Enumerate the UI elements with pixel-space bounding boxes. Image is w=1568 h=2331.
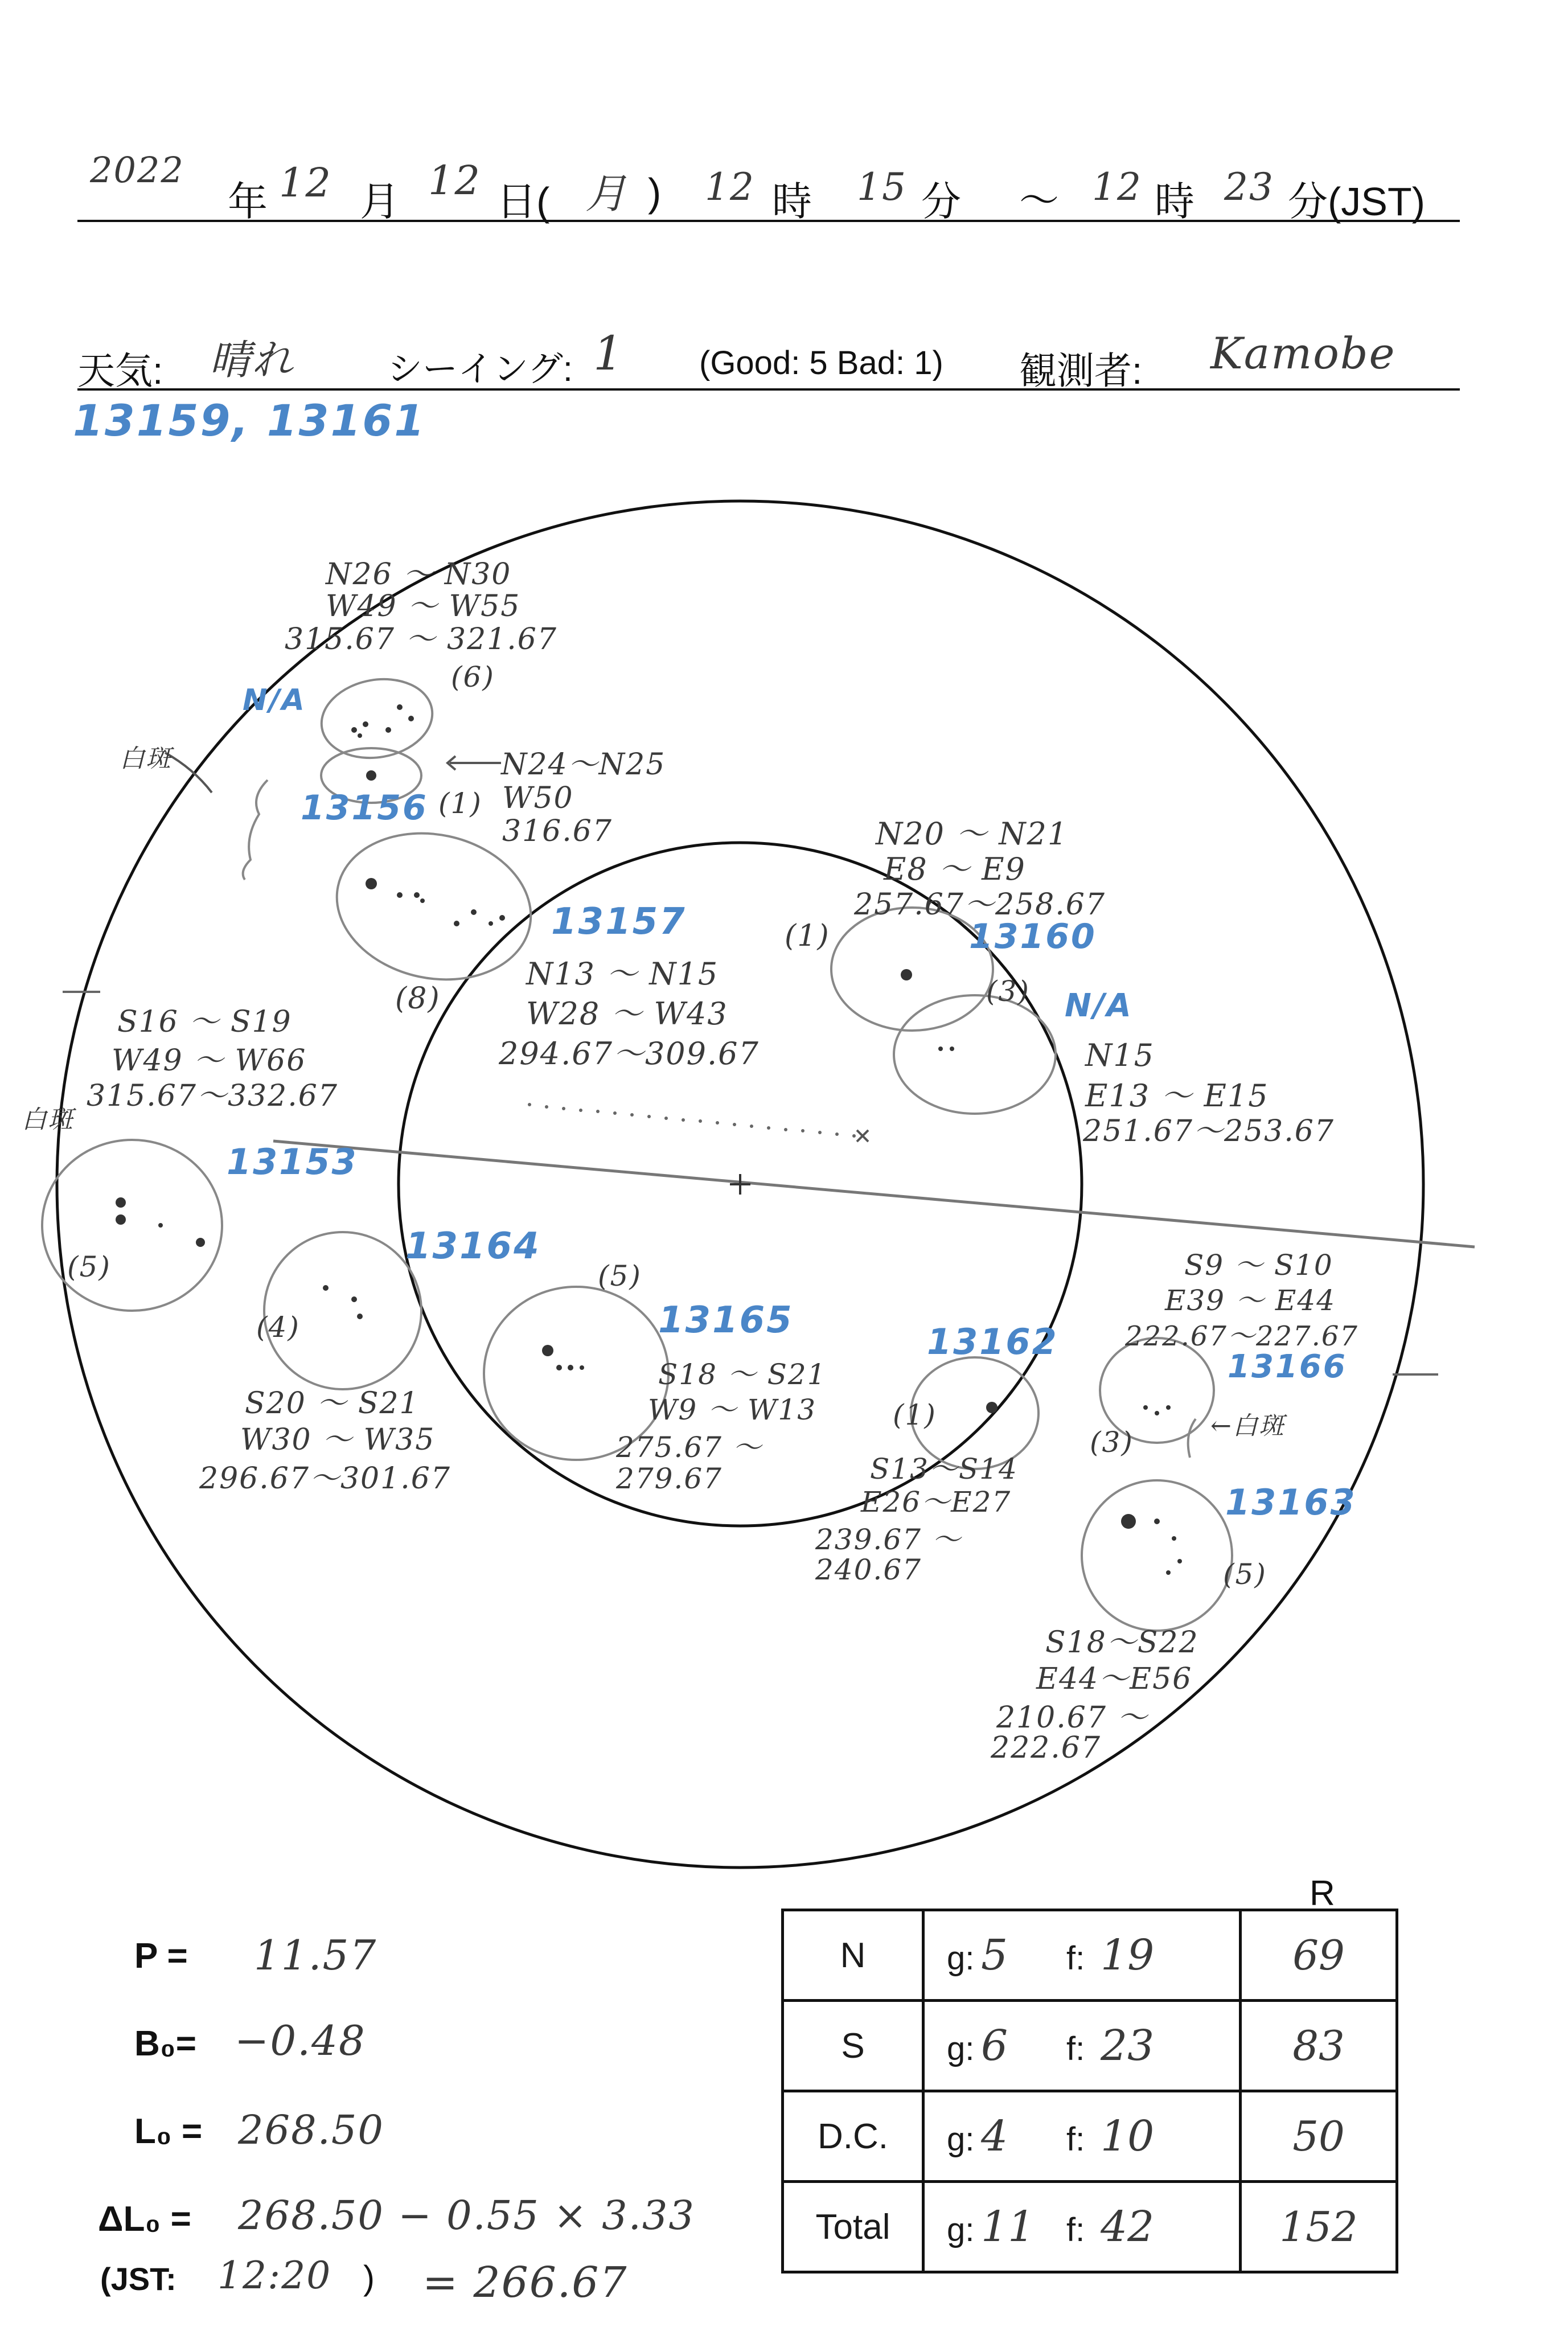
spot: [1177, 1559, 1182, 1563]
f-key: f:: [1066, 2030, 1085, 2067]
carrington-range-end: 279.67: [616, 1462, 723, 1495]
spot-count: (1): [785, 919, 830, 953]
spot: [542, 1345, 553, 1356]
row-label: D.C.: [783, 2091, 923, 2182]
group-13153-outline: [42, 1140, 222, 1311]
g-key: g:: [947, 2211, 975, 2248]
g-value: 4: [981, 2112, 1008, 2161]
region-13165: 13165: [658, 1299, 794, 1341]
f-value: 23: [1101, 2021, 1155, 2070]
lon-range: E8 〜 E9: [884, 851, 1026, 887]
row-label: Total: [783, 2182, 923, 2272]
row-label: S: [783, 2001, 923, 2091]
spot: [366, 878, 377, 889]
r-column-header: R: [1310, 1874, 1335, 1913]
lon-range: W50: [502, 781, 574, 815]
weather-label: 天気:: [77, 350, 163, 392]
region-13164: 13164: [405, 1225, 541, 1267]
g-key: g:: [947, 2121, 975, 2158]
spot: [414, 892, 420, 898]
spot: [556, 1365, 562, 1370]
weekday-close: ): [648, 170, 662, 215]
spot: [499, 915, 505, 921]
carrington-range: 296.67〜301.67: [199, 1462, 451, 1496]
carrington-range-start: 275.67 〜: [616, 1431, 762, 1464]
carrington-range-end: 240.67: [815, 1553, 922, 1586]
r-value: 69: [1292, 1931, 1345, 1979]
facula-label-nw: 白斑: [120, 744, 172, 773]
r-value-cell: [1241, 2091, 1397, 2182]
spot: [408, 716, 414, 721]
spot: [351, 1296, 357, 1302]
region-13166: 13166: [1228, 1348, 1347, 1385]
lon-range: E39 〜 E44: [1165, 1284, 1336, 1317]
spot: [420, 898, 425, 903]
carrington-range-end: 222.67: [991, 1731, 1101, 1765]
spot-count: (1): [438, 787, 482, 820]
sunspot-count-table: [781, 1909, 1398, 2273]
start-hour: 12: [705, 165, 755, 209]
start-hour-unit: 時: [772, 179, 812, 224]
spot: [938, 1047, 943, 1051]
region-13157: 13157: [551, 901, 687, 943]
r-value: 50: [1292, 2112, 1345, 2160]
weather-value: 晴れ: [210, 336, 294, 384]
facula-e-scribble: [1188, 1419, 1196, 1458]
jst-result: = 266.67: [422, 2258, 628, 2307]
month-unit: 月: [360, 179, 400, 224]
lat-range: N15: [1085, 1037, 1155, 1073]
spot: [397, 892, 403, 898]
carrington-range: 316.67: [502, 814, 613, 848]
region-na: N/A: [243, 683, 306, 717]
lon-range: W9 〜 W13: [648, 1393, 817, 1426]
row-label: N: [783, 1910, 923, 2001]
year-unit: 年: [228, 179, 268, 224]
end-hour: 12: [1092, 165, 1142, 209]
spot: [357, 1314, 363, 1319]
region-note: 13159, 13161: [73, 395, 426, 446]
time-tilde: 〜: [1019, 178, 1059, 223]
count-row-dc: [783, 2091, 1397, 2182]
day-value: 12: [428, 157, 482, 204]
spot: [580, 1365, 584, 1370]
spot: [568, 1365, 573, 1370]
r-value: 83: [1292, 2022, 1345, 2070]
carrington-range: 315.67 〜 321.67: [285, 622, 557, 656]
carrington-range: 251.67〜253.67: [1083, 1114, 1335, 1148]
region-13156: 13156: [301, 788, 428, 828]
spot: [950, 1047, 954, 1051]
spot-count: (3): [986, 975, 1030, 1008]
r-value: 152: [1279, 2203, 1358, 2251]
lon-range: E26〜E27: [861, 1485, 1012, 1519]
spot: [901, 969, 912, 980]
spot: [397, 704, 403, 710]
spot: [471, 909, 477, 915]
facula-label-w: 白斑: [22, 1105, 74, 1134]
spot: [1121, 1514, 1136, 1529]
r-value-cell: [1241, 1910, 1397, 2001]
spot: [363, 721, 368, 727]
g-key: g:: [947, 2030, 975, 2067]
group-1-pointer-arrow: [448, 756, 501, 770]
start-min: 15: [857, 165, 907, 209]
lat-range: S18〜S22: [1045, 1626, 1199, 1660]
g-key: g:: [947, 1940, 975, 1977]
spot: [366, 770, 376, 781]
count-row-total: [783, 2182, 1397, 2272]
spot: [196, 1238, 205, 1247]
lat-range: N24〜N25: [501, 748, 666, 782]
lat-range: N13 〜 N15: [526, 956, 719, 992]
g-value: 6: [981, 2021, 1008, 2070]
group-flare-cell: [923, 2182, 1241, 2272]
group-6-outline: [315, 671, 439, 766]
lat-range: S18 〜 S21: [658, 1358, 827, 1391]
spot: [1166, 1570, 1171, 1575]
group-flare-cell: [923, 1910, 1241, 2001]
spot: [1166, 1405, 1171, 1410]
f-key: f:: [1066, 2121, 1085, 2158]
spot-count: (1): [893, 1398, 937, 1431]
spot: [489, 921, 493, 926]
lat-range: S20 〜 S21: [245, 1386, 420, 1421]
year-value: 2022: [90, 149, 184, 191]
g-value: 5: [981, 1931, 1008, 1980]
f-value: 10: [1101, 2112, 1155, 2161]
region-13163: 13163: [1225, 1482, 1357, 1523]
spot-count: (5): [67, 1250, 111, 1283]
g-value: 11: [981, 2202, 1035, 2251]
dl0-value: 268.50 − 0.55 × 3.33: [238, 2192, 695, 2239]
count-row-s: [783, 2001, 1397, 2091]
lon-range: W49 〜 W66: [112, 1044, 307, 1078]
f-value: 19: [1101, 1931, 1155, 1980]
day-unit: 日(: [496, 179, 550, 224]
spot: [116, 1214, 126, 1225]
end-min-unit: 分(JST): [1288, 179, 1426, 224]
spot: [1143, 1405, 1148, 1410]
jst-label: (JST:: [100, 2261, 176, 2297]
lon-range: E44〜E56: [1036, 1662, 1193, 1696]
lon-range: W28 〜 W43: [526, 996, 728, 1032]
count-row-n: [783, 1910, 1397, 2001]
group-flare-cell: [923, 2091, 1241, 2182]
f-value: 42: [1101, 2202, 1155, 2251]
spot-count: (3): [1090, 1426, 1134, 1459]
seeing-scale: (Good: 5 Bad: 1): [699, 344, 943, 381]
month-value: 12: [279, 159, 333, 206]
f-key: f:: [1066, 1940, 1085, 1977]
group-flare-cell: [923, 2001, 1241, 2091]
observer-value: Kamobe: [1210, 328, 1396, 379]
end-min: 23: [1224, 165, 1274, 209]
p-label: P =: [134, 1936, 188, 1976]
spot: [351, 727, 357, 733]
carrington-range-start: 210.67 〜: [996, 1701, 1148, 1735]
p-value: 11.57: [254, 1931, 377, 1979]
jst-value: 12:20: [217, 2254, 332, 2297]
lon-range: E13 〜 E15: [1085, 1078, 1269, 1114]
spot-count: (5): [598, 1259, 642, 1292]
region-13153: 13153: [227, 1141, 358, 1183]
carrington-range-start: 239.67 〜: [815, 1523, 962, 1556]
group-na-e-outline: [894, 995, 1056, 1114]
lat-range: N20 〜 N21: [876, 816, 1069, 852]
carrington-range: 315.67〜332.67: [87, 1079, 338, 1113]
region-13160: 13160: [969, 917, 1097, 957]
lon-range: W30 〜 W35: [240, 1423, 436, 1457]
spot-count: (5): [1223, 1558, 1267, 1591]
region-na: N/A: [1065, 987, 1133, 1024]
spot-count: (6): [451, 660, 495, 693]
lon-range: W49 〜 W55: [326, 589, 521, 623]
spot: [986, 1402, 998, 1413]
carrington-range: 222.67〜227.67: [1125, 1320, 1358, 1352]
observer-label: 観測者:: [1019, 350, 1143, 392]
spot-count: (4): [256, 1311, 300, 1344]
facula-label-e: ←白斑: [1210, 1411, 1285, 1441]
lat-range: S13〜S14: [870, 1452, 1018, 1485]
weekday-value: 月: [585, 170, 628, 217]
spot: [358, 733, 362, 738]
facula-nw-scribble: [243, 780, 268, 880]
f-key: f:: [1066, 2211, 1085, 2248]
carrington-range: 257.67〜258.67: [854, 888, 1106, 922]
group-13163-outline: [1082, 1480, 1232, 1631]
spot: [323, 1285, 329, 1291]
lat-range: S9 〜 S10: [1184, 1249, 1333, 1282]
lat-range: S16 〜 S19: [117, 1005, 292, 1039]
b0-label: B₀=: [134, 2024, 196, 2063]
start-min-unit: 分: [921, 179, 961, 224]
r-value-cell: [1241, 2182, 1397, 2272]
l0-value: 268.50: [238, 2107, 384, 2153]
group-8-count: (8): [395, 982, 441, 1016]
spot: [1155, 1411, 1159, 1415]
jst-close: ): [363, 2259, 375, 2297]
seeing-value: 1: [593, 327, 625, 381]
spot: [454, 921, 459, 926]
b0-value: −0.48: [235, 2017, 366, 2065]
spot: [158, 1223, 163, 1228]
carrington-range: 294.67〜309.67: [499, 1036, 760, 1072]
r-value-cell: [1241, 2001, 1397, 2091]
region-13162: 13162: [927, 1321, 1058, 1363]
lat-range: N26 〜 N30: [326, 557, 512, 592]
spot: [116, 1197, 126, 1208]
dl0-label: ΔL₀ =: [98, 2199, 191, 2239]
seeing-label: シーイング:: [387, 350, 573, 389]
end-hour-unit: 時: [1155, 179, 1195, 224]
spot: [1172, 1536, 1176, 1541]
l0-label: L₀ =: [134, 2112, 203, 2151]
spot: [1154, 1519, 1160, 1524]
spot: [385, 727, 391, 733]
